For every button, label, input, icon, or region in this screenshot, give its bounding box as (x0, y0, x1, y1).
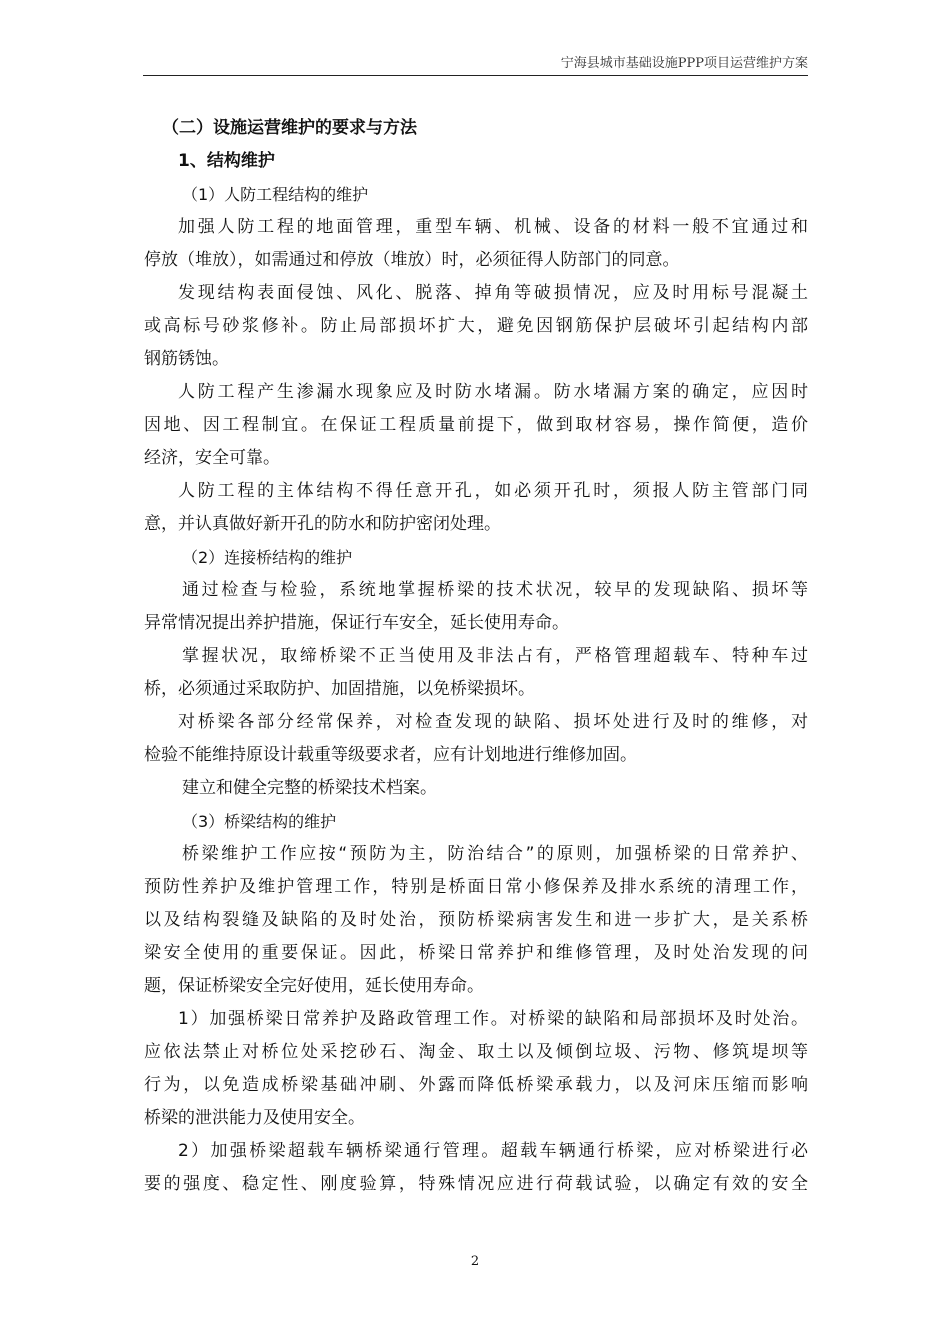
header-rule (143, 75, 808, 76)
paragraph-line: 梁安全使用的重要保证。因此，桥梁日常养护和维修管理，及时处治发现的问 (144, 943, 808, 963)
paragraph (144, 475, 808, 541)
paragraph-line: 检验不能维持原设计载重等级要求者，应有计划地进行维修加固。 (144, 745, 637, 765)
paragraph-line: 应依法禁止对桥位处采挖砂石、淘金、取土以及倾倒垃圾、污物、修筑堤坝等 (144, 1042, 808, 1062)
paragraph-line: 或高标号砂浆修补。防止局部损坏扩大，避免因钢筋保护层破坏引起结构内部 (144, 316, 808, 336)
paragraph (144, 376, 808, 475)
subsection-title: 1、结构维护 (178, 151, 275, 171)
paragraph (144, 838, 808, 1003)
paragraph-line: 要的强度、稳定性、刚度验算，特殊情况应进行荷载试验，以确定有效的安全 (144, 1174, 808, 1194)
paragraph-line: 建立和健全完整的桥梁技术档案。 (182, 778, 437, 798)
paragraph-line: 通过检查与检验，系统地掌握桥梁的技术状况，较早的发现缺陷、损坏等 (182, 580, 808, 600)
paragraph-line: 桥，必须通过采取防护、加固措施，以免桥梁损坏。 (144, 679, 535, 699)
paragraph (144, 211, 808, 277)
paragraph-line: 题，保证桥梁安全完好使用，延长使用寿命。 (144, 976, 484, 996)
paragraph (144, 574, 808, 640)
paragraph (144, 706, 808, 772)
paragraph-line: 异常情况提出养护措施，保证行车安全，延长使用寿命。 (144, 613, 569, 633)
paragraph (144, 1003, 808, 1135)
paragraph-line: 以及结构裂缝及缺陷的及时处治，预防桥梁病害发生和进一步扩大，是关系桥 (144, 910, 808, 930)
paragraph-line: 1）加强桥梁日常养护及路政管理工作。对桥梁的缺陷和局部损坏及时处治。 (178, 1009, 808, 1029)
paragraph-line: 行为，以免造成桥梁基础冲刷、外露而降低桥梁承载力，以及河床压缩而影响 (144, 1075, 808, 1095)
page-body (144, 112, 808, 1201)
paragraph-line: 预防性养护及维护管理工作，特别是桥面日常小修保养及排水系统的清理工作， (144, 877, 808, 897)
paragraph-line: 钢筋锈蚀。 (144, 349, 229, 369)
paragraph-line: 对桥梁各部分经常保养，对检查发现的缺陷、损坏处进行及时的维修，对 (178, 712, 808, 732)
paragraph-line: 发现结构表面侵蚀、风化、脱落、掉角等破损情况，应及时用标号混凝土 (178, 283, 808, 303)
running-header: 宁海县城市基础设施PPP项目运营维护方案 (560, 56, 808, 71)
paragraph-line: 人防工程产生渗漏水现象应及时防水堵漏。防水堵漏方案的确定，应因时 (178, 382, 808, 402)
paragraph (144, 1135, 808, 1201)
paragraph-line: 桥梁维护工作应按“预防为主，防治结合”的原则，加强桥梁的日常养护、 (182, 844, 808, 864)
paragraph-line: 人防工程的主体结构不得任意开孔，如必须开孔时，须报人防主管部门同 (178, 481, 808, 501)
item-title-connecting-bridge: （2）连接桥结构的维护 (182, 548, 353, 567)
paragraph (144, 640, 808, 706)
paragraph-line: 因地、因工程制宜。在保证工程质量前提下，做到取材容易，操作简便，造价 (144, 415, 808, 435)
section-title: （二）设施运营维护的要求与方法 (162, 118, 417, 138)
page-number: 2 (470, 1254, 480, 1269)
paragraph-line: 经济，安全可靠。 (144, 448, 280, 468)
paragraph (144, 772, 808, 805)
item-title-civil-defense: （1）人防工程结构的维护 (182, 185, 369, 204)
paragraph-line: 掌握状况，取缔桥梁不正当使用及非法占有，严格管理超载车、特种车过 (182, 646, 808, 666)
paragraph-line: 2）加强桥梁超载车辆桥梁通行管理。超载车辆通行桥梁，应对桥梁进行必 (178, 1141, 808, 1161)
item-title-bridge: （3）桥梁结构的维护 (182, 812, 337, 831)
paragraph-line: 桥梁的泄洪能力及使用安全。 (144, 1108, 365, 1128)
paragraph (144, 277, 808, 376)
paragraph-line: 加强人防工程的地面管理，重型车辆、机械、设备的材料一般不宜通过和 (178, 217, 808, 237)
paragraph-line: 意，并认真做好新开孔的防水和防护密闭处理。 (144, 514, 501, 534)
paragraph-line: 停放（堆放），如需通过和停放（堆放）时，必须征得人防部门的同意。 (144, 250, 680, 270)
